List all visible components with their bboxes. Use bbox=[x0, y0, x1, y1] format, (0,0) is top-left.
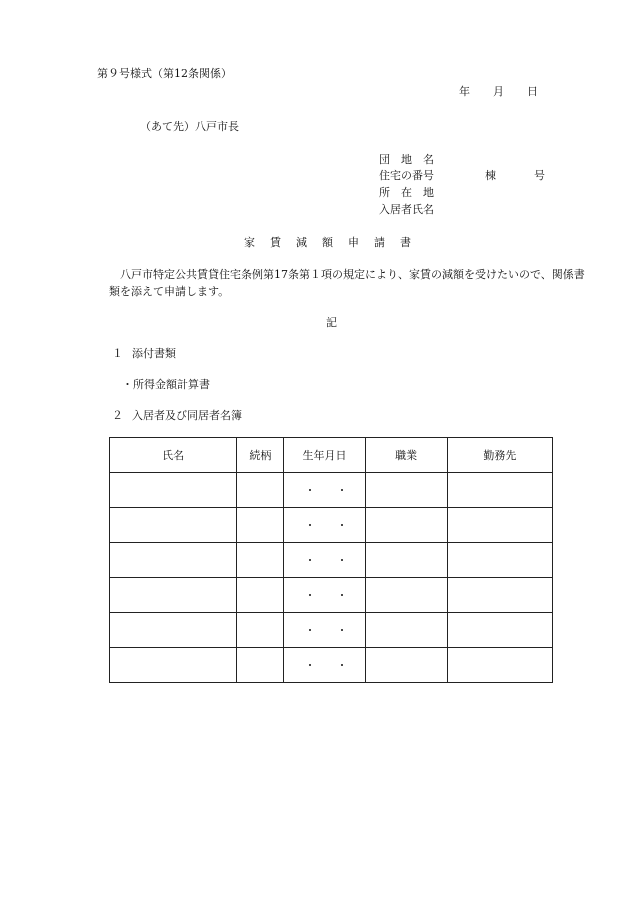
date-line bbox=[459, 85, 538, 99]
cell-relationship[interactable] bbox=[237, 508, 284, 543]
section-resident-list bbox=[112, 409, 242, 423]
table-row bbox=[110, 543, 553, 578]
section-number: １ bbox=[112, 347, 123, 360]
title-char: 申 bbox=[348, 236, 359, 249]
cell-occupation[interactable] bbox=[365, 543, 447, 578]
header-name: 氏名 bbox=[110, 438, 237, 473]
birthdate-dot: ・ bbox=[336, 519, 348, 532]
birthdate-dot: ・ bbox=[304, 554, 316, 567]
birthdate-dot: ・ bbox=[304, 519, 316, 532]
birthdate-separators bbox=[304, 519, 348, 532]
cell-birthdate[interactable] bbox=[284, 648, 365, 683]
title-char: 賃 bbox=[270, 236, 281, 249]
document-title bbox=[244, 236, 411, 250]
housing-number-label: 住宅の番号 bbox=[379, 169, 434, 182]
date-day-label: 日 bbox=[527, 85, 538, 98]
birthdate-dot: ・ bbox=[336, 589, 348, 602]
cell-workplace[interactable] bbox=[447, 508, 552, 543]
address-char: 地 bbox=[423, 186, 434, 199]
header-birthdate: 生年月日 bbox=[284, 438, 365, 473]
cell-relationship[interactable] bbox=[237, 648, 284, 683]
ki-heading: 記 bbox=[326, 316, 337, 329]
cell-birthdate[interactable] bbox=[284, 508, 365, 543]
birthdate-dot: ・ bbox=[336, 624, 348, 637]
birthdate-separators bbox=[304, 484, 348, 497]
table-row bbox=[110, 508, 553, 543]
cell-workplace[interactable] bbox=[447, 613, 552, 648]
cell-workplace[interactable] bbox=[447, 543, 552, 578]
cell-workplace[interactable] bbox=[447, 578, 552, 613]
cell-relationship[interactable] bbox=[237, 613, 284, 648]
birthdate-dot: ・ bbox=[304, 589, 316, 602]
estate-name-char: 地 bbox=[401, 153, 412, 166]
address-char: 在 bbox=[401, 186, 412, 199]
table-row bbox=[110, 648, 553, 683]
header-relationship: 続柄 bbox=[237, 438, 284, 473]
birthdate-dot: ・ bbox=[304, 484, 316, 497]
cell-occupation[interactable] bbox=[365, 578, 447, 613]
table-row bbox=[110, 578, 553, 613]
estate-name-char: 名 bbox=[423, 153, 434, 166]
addressee: （あて先）八戸市長 bbox=[140, 120, 239, 133]
title-char: 減 bbox=[296, 236, 307, 249]
title-char: 家 bbox=[244, 236, 255, 249]
birthdate-separators bbox=[304, 589, 348, 602]
cell-relationship[interactable] bbox=[237, 578, 284, 613]
birthdate-dot: ・ bbox=[336, 554, 348, 567]
cell-birthdate[interactable] bbox=[284, 473, 365, 508]
cell-relationship[interactable] bbox=[237, 473, 284, 508]
address-char: 所 bbox=[379, 186, 390, 199]
birthdate-dot: ・ bbox=[304, 624, 316, 637]
header-workplace: 勤務先 bbox=[447, 438, 552, 473]
birthdate-dot: ・ bbox=[336, 659, 348, 672]
birthdate-dot: ・ bbox=[304, 659, 316, 672]
birthdate-dot: ・ bbox=[336, 484, 348, 497]
cell-birthdate[interactable] bbox=[284, 613, 365, 648]
cell-workplace[interactable] bbox=[447, 473, 552, 508]
section-title: 添付書類 bbox=[132, 347, 176, 360]
cell-workplace[interactable] bbox=[447, 648, 552, 683]
title-char: 書 bbox=[400, 236, 411, 249]
resident-rows bbox=[110, 473, 553, 683]
cell-name[interactable] bbox=[110, 543, 237, 578]
estate-name-label bbox=[379, 153, 434, 167]
header-occupation: 職業 bbox=[365, 438, 447, 473]
address-label bbox=[379, 186, 434, 200]
title-char: 請 bbox=[374, 236, 385, 249]
building-label: 棟 bbox=[485, 169, 496, 182]
resident-name-label: 入居者氏名 bbox=[379, 203, 434, 216]
cell-name[interactable] bbox=[110, 613, 237, 648]
cell-name[interactable] bbox=[110, 508, 237, 543]
section-title: 入居者及び同居者名簿 bbox=[132, 409, 242, 422]
number-label: 号 bbox=[534, 169, 545, 182]
cell-occupation[interactable] bbox=[365, 508, 447, 543]
table-row bbox=[110, 473, 553, 508]
birthdate-separators bbox=[304, 659, 348, 672]
table-header-row bbox=[110, 438, 553, 473]
title-char: 額 bbox=[322, 236, 333, 249]
cell-occupation[interactable] bbox=[365, 473, 447, 508]
cell-birthdate[interactable] bbox=[284, 578, 365, 613]
cell-name[interactable] bbox=[110, 578, 237, 613]
birthdate-separators bbox=[304, 624, 348, 637]
estate-name-char: 団 bbox=[379, 153, 390, 166]
date-month-label: 月 bbox=[493, 85, 504, 98]
cell-birthdate[interactable] bbox=[284, 543, 365, 578]
cell-name[interactable] bbox=[110, 648, 237, 683]
attachment-item: ・所得金額計算書 bbox=[122, 378, 210, 391]
cell-occupation[interactable] bbox=[365, 648, 447, 683]
section-number: ２ bbox=[112, 409, 123, 422]
section-attachments bbox=[112, 347, 176, 361]
cell-occupation[interactable] bbox=[365, 613, 447, 648]
cell-name[interactable] bbox=[110, 473, 237, 508]
date-year-label: 年 bbox=[459, 85, 470, 98]
table-row bbox=[110, 613, 553, 648]
form-number: 第９号様式（第12条関係） bbox=[97, 67, 232, 80]
body-text: 八戸市特定公共賃貸住宅条例第17条第１項の規定により、家賃の減額を受けたいので、関係書類を添えて申請します。 bbox=[109, 268, 585, 298]
resident-table bbox=[109, 437, 553, 683]
cell-relationship[interactable] bbox=[237, 543, 284, 578]
birthdate-separators bbox=[304, 554, 348, 567]
